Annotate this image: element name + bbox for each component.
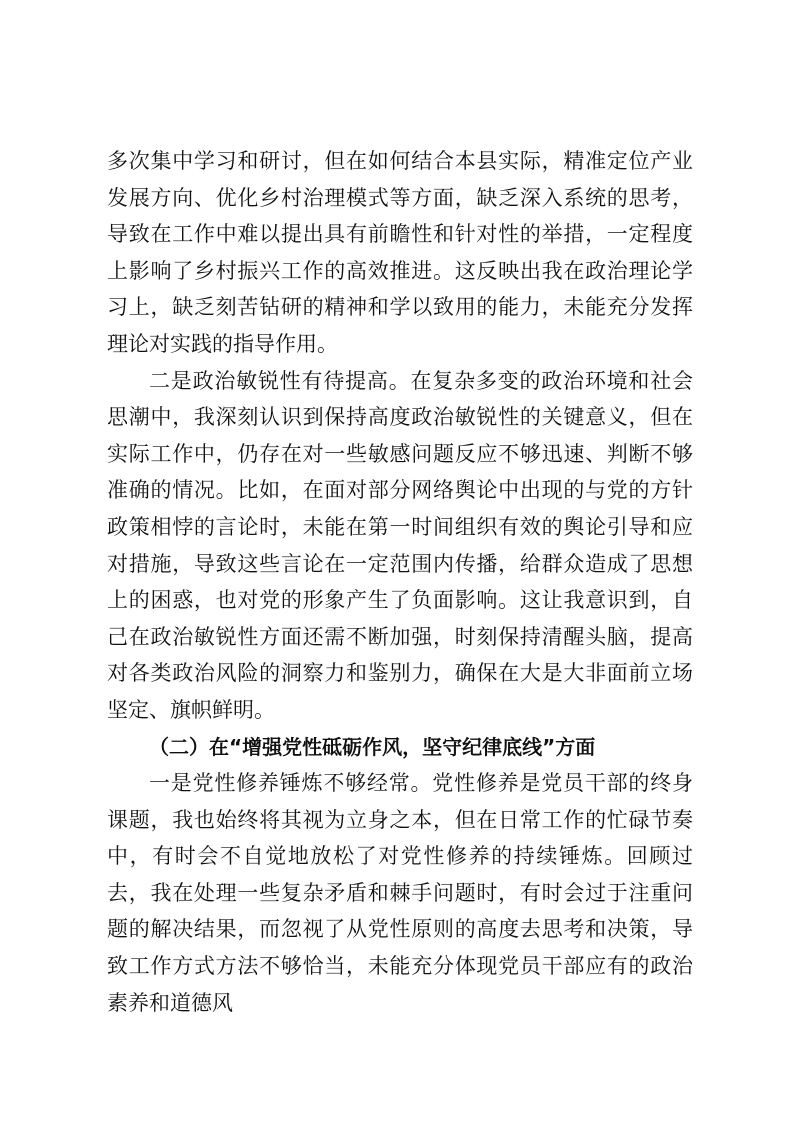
paragraph-political-sensitivity: 二是政治敏锐性有待提高。在复杂多变的政治环境和社会思潮中，我深刻认识到保持高度政治敏锐性的关键意义，但在实际工作中，仍存在对一些敏感问题反应不够迅速、判断不够准确的情况。比如，在面对部分网络舆论中出现的与党的方针政策相悖的言论时，未能在第一时间组织有效的舆论引导和应对措施，导致这些言论在一定范围内传播，给群众造成了思想上的困惑，也对党的形象产生了负面影响。这让我意识到，自己在政治敏锐性方面还需不断加强，时刻保持清醒头脑，提高对各类政治风险的洞察力和鉴别力，确保在大是大非面前立场坚定、旗帜鲜明。 bbox=[107, 368, 693, 722]
document-body bbox=[107, 143, 693, 1021]
section-heading: （二）在“增强党性砥砺作风，坚守纪律底线”方面 bbox=[149, 734, 596, 759]
paragraph-party-spirit: 一是党性修养锤炼不够经常。党性修养是党员干部的终身课题，我也始终将其视为立身之本，但在日常工作的忙碌节奏中，有时会不自觉地放松了对党性修养的持续锤炼。回顾过去，我在处理一些复杂矛盾和棘手问题时，有时会过于注重问题的解决结果，而忽视了从党性原则的高度去思考和决策，导致工作方式方法不够恰当，未能充分体现党员干部应有的政治素养和道德风 bbox=[107, 771, 693, 1015]
paragraph-continuation: 多次集中学习和研讨，但在如何结合本县实际，精准定位产业发展方向、优化乡村治理模式等方面，缺乏深入系统的思考，导致在工作中难以提出具有前瞻性和针对性的举措，一定程度上影响了乡村振兴工作的高效推进。这反映出我在政治理论学习上，缺乏刻苦钻研的精神和学以致用的能力，未能充分发挥理论对实践的指导作用。 bbox=[107, 149, 693, 356]
